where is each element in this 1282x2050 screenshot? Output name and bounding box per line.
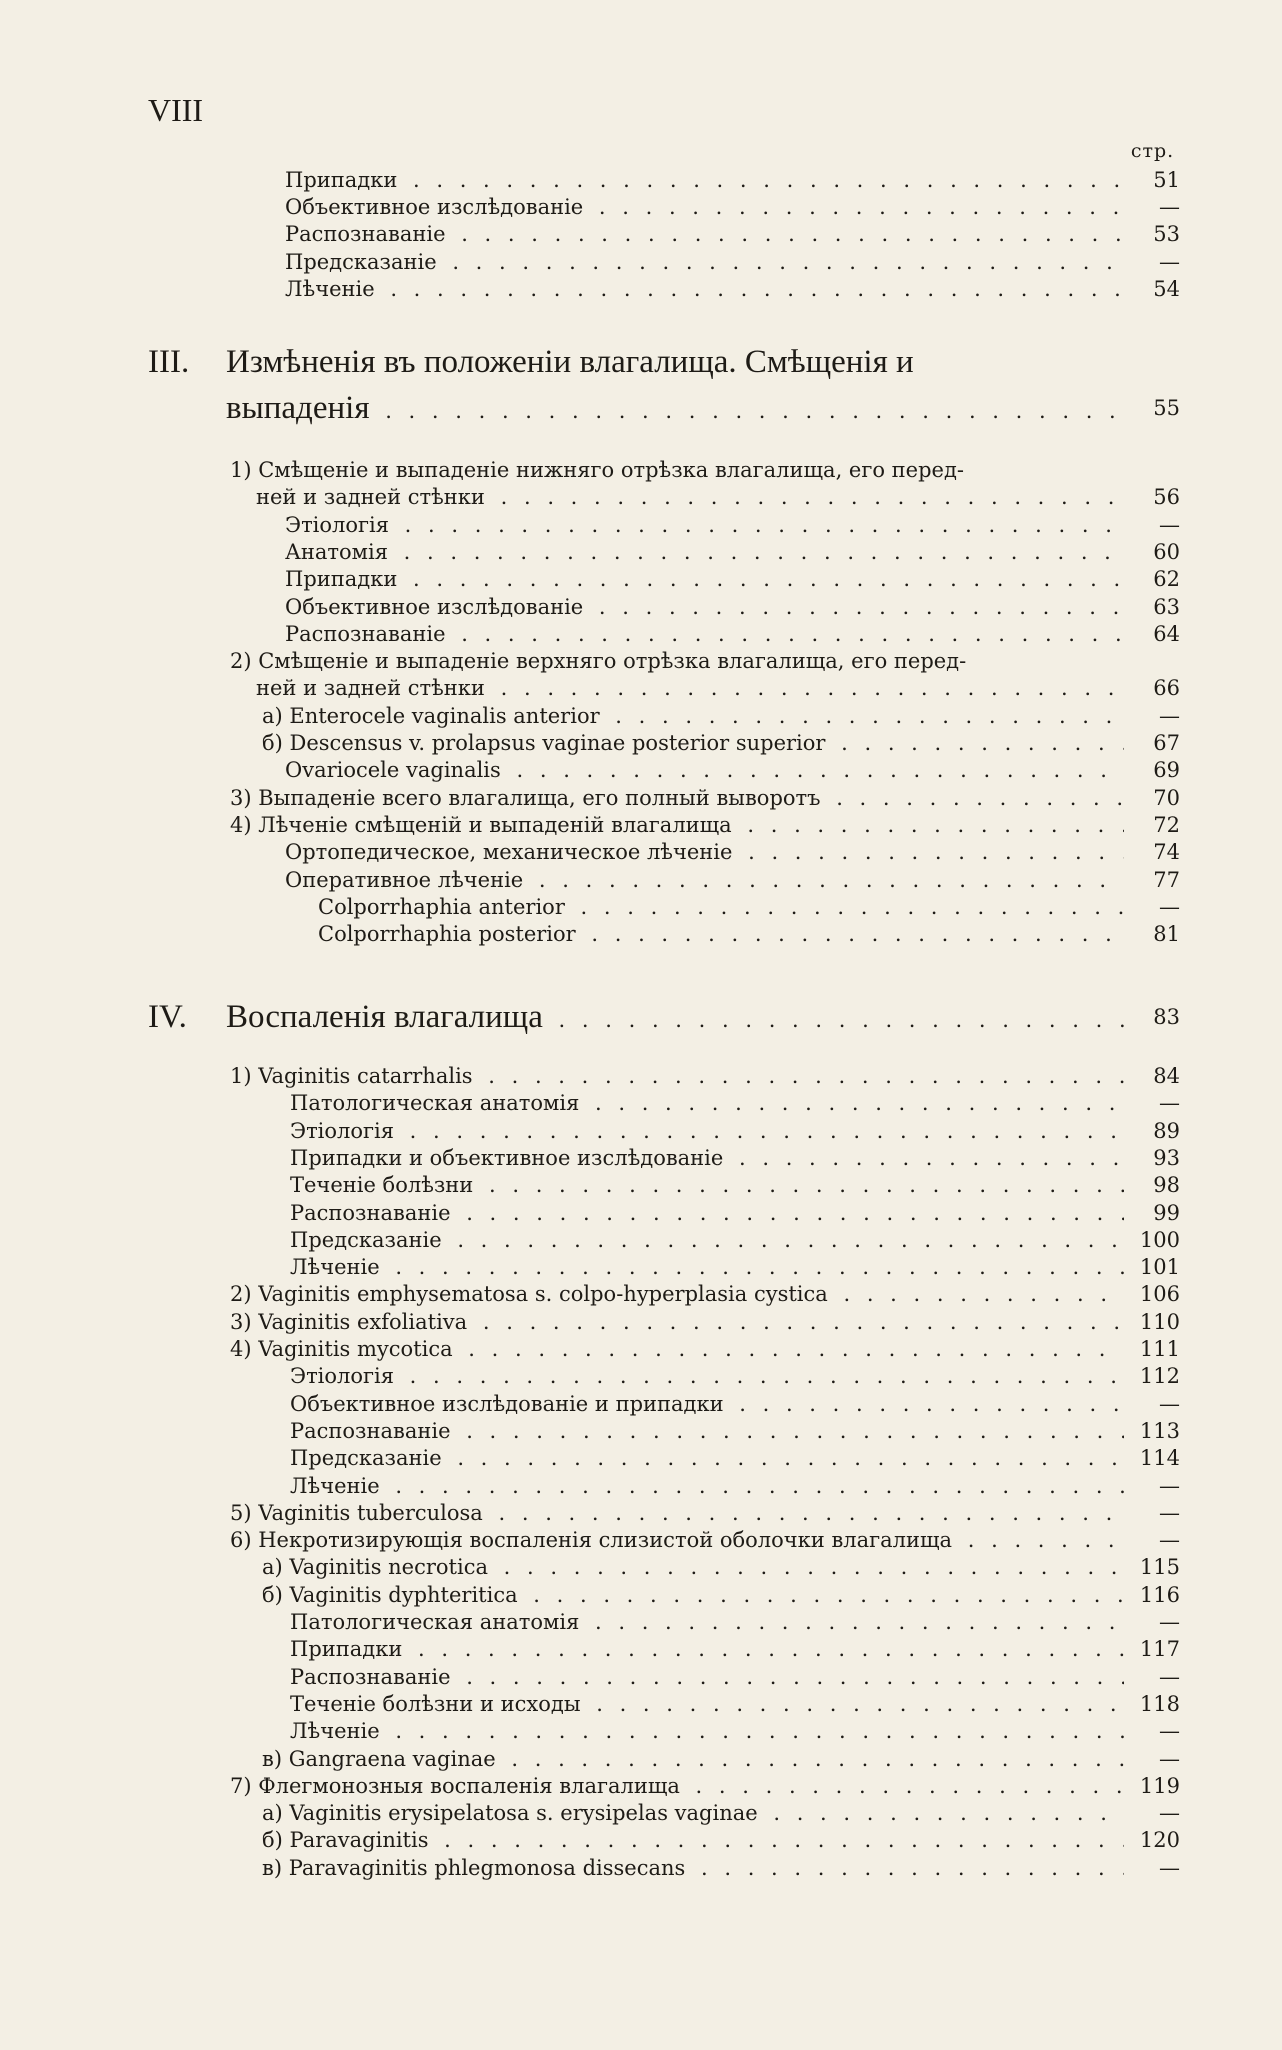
- toc-entry-label: 4) Vaginitis mycotica: [230, 1337, 457, 1361]
- toc-entry: [318, 893, 1180, 921]
- toc-entry-page: 114: [1124, 1444, 1180, 1472]
- toc-entry-label: б) Descensus v. prolapsus vaginae posterior superior: [262, 731, 829, 755]
- toc-entry-page: 56: [1124, 483, 1180, 511]
- toc-entry-page: —: [1124, 1499, 1180, 1527]
- toc-entry-label: Анатомія: [285, 540, 392, 564]
- toc-entry-label: Припадки: [285, 168, 401, 192]
- toc-entry-page: 70: [1124, 784, 1180, 812]
- toc-entry: [290, 1199, 1180, 1227]
- toc-entry: [262, 1854, 1180, 1882]
- toc-entry-label: Теченіе болѣзни и исходы: [290, 1692, 585, 1716]
- toc-entry: [290, 1608, 1180, 1636]
- toc-entry-page: 118: [1124, 1690, 1180, 1718]
- column-header: стр.: [1130, 140, 1175, 162]
- toc-entry-label: Предсказаніе: [290, 1228, 446, 1252]
- toc-entry: [230, 456, 1180, 484]
- toc-entry: [262, 1826, 1180, 1854]
- toc-entry-page: —: [1124, 1390, 1180, 1418]
- toc-entry-page: 112: [1124, 1362, 1180, 1390]
- toc-entry: [262, 702, 1180, 730]
- chapter-3-title: [148, 342, 914, 382]
- toc-entry-label: 1) Vaginitis catarrhalis: [230, 1064, 477, 1088]
- toc-entry-label: Оперативное лѣченіе: [285, 868, 527, 892]
- toc-entry-label: а) Enterocele vaginalis anterior: [262, 704, 604, 728]
- toc-entry-page: 120: [1124, 1826, 1180, 1854]
- toc-entry-label: 7) Флегмонозныя воспаленія влагалища: [230, 1774, 684, 1798]
- toc-entry: [262, 729, 1180, 757]
- toc-entry-label: а) Vaginitis necrotica: [262, 1555, 492, 1579]
- toc-entry: [230, 1308, 1180, 1336]
- toc-entry-page: 72: [1124, 811, 1180, 839]
- toc-entry-label: Распознаваніе: [290, 1201, 455, 1225]
- toc-entry: [256, 674, 1180, 702]
- toc-entry-page: —: [1124, 1663, 1180, 1691]
- toc-entry: [285, 511, 1180, 539]
- toc-entry: [290, 1117, 1180, 1145]
- toc-entry-page: 60: [1124, 538, 1180, 566]
- toc-entry-label: в) Gangraena vaginae: [262, 1747, 500, 1771]
- toc-entry: [290, 1690, 1180, 1718]
- toc-entry-label: Припадки: [285, 567, 401, 591]
- chapter-3-title-line1: Измѣненія въ положеніи влагалища. Смѣщенія и: [226, 344, 914, 380]
- toc-entry: [285, 593, 1180, 621]
- toc-entry-label: Теченіе болѣзни: [290, 1173, 477, 1197]
- toc-entry-page: 53: [1124, 220, 1180, 248]
- toc-entry-page: 100: [1124, 1226, 1180, 1254]
- toc-entry-label: Припадки: [290, 1637, 406, 1661]
- toc-entry-page: 74: [1124, 838, 1180, 866]
- toc-entry-label: Ортопедическое, механическое лѣченіе: [285, 840, 736, 864]
- toc-entry-label: 5) Vaginitis tuberculosa: [230, 1501, 487, 1525]
- toc-entry: [290, 1253, 1180, 1281]
- toc-entry-page: —: [1124, 1854, 1180, 1882]
- toc-entry-label: Предсказаніе: [285, 250, 441, 274]
- toc-entry: [285, 220, 1180, 248]
- toc-entry-page: 81: [1124, 920, 1180, 948]
- toc-entry-label: Лѣченіе: [290, 1719, 384, 1743]
- chapter-3-page: 55: [1124, 388, 1180, 428]
- toc-entry: [285, 248, 1180, 276]
- toc-entry-page: 93: [1124, 1144, 1180, 1172]
- toc-entry-label: Colporrhaphia posterior: [318, 922, 580, 946]
- toc-entry-label: а) Vaginitis erysipelatosa s. erysipelas vaginae: [262, 1801, 762, 1825]
- toc-entry-page: 113: [1124, 1417, 1180, 1445]
- toc-entry-page: 51: [1124, 166, 1180, 194]
- toc-entry-label: Ovariocele vaginalis: [285, 758, 505, 782]
- toc-entry-page: —: [1124, 193, 1180, 221]
- toc-entry: [285, 620, 1180, 648]
- toc-entry-page: 117: [1124, 1635, 1180, 1663]
- toc-entry: [290, 1171, 1180, 1199]
- toc-entry-page: 116: [1124, 1581, 1180, 1609]
- toc-entry-page: 64: [1124, 620, 1180, 648]
- toc-entry-label: Распознаваніе: [290, 1419, 455, 1443]
- toc-entry: [285, 838, 1180, 866]
- toc-entry: [230, 811, 1180, 839]
- toc-entry-page: —: [1124, 1745, 1180, 1773]
- toc-entry-label: 4) Лѣченіе смѣщеній и выпаденій влагалища: [230, 813, 736, 837]
- toc-entry-page: 84: [1124, 1062, 1180, 1090]
- toc-entry-page: 106: [1124, 1280, 1180, 1308]
- toc-entry-label: Патологическая анатомія: [290, 1610, 583, 1634]
- chapter-4-page: 83: [1124, 997, 1180, 1037]
- toc-entry-label: Этіологія: [290, 1119, 398, 1143]
- toc-entry-label: Патологическая анатомія: [290, 1091, 583, 1115]
- toc-entry-page: —: [1124, 1089, 1180, 1117]
- toc-entry: [285, 866, 1180, 894]
- toc-entry: [262, 1799, 1180, 1827]
- toc-entry: [230, 1772, 1180, 1800]
- toc-entry: [290, 1226, 1180, 1254]
- toc-entry-label: ней и задней стѣнки: [256, 676, 489, 700]
- chapter-3-title-text: выпаденія: [226, 390, 374, 426]
- toc-entry-label: ней и задней стѣнки: [256, 485, 489, 509]
- chapter-4-title: [148, 997, 1180, 1037]
- toc-entry-label: Этіологія: [285, 513, 393, 537]
- toc-entry-page: —: [1124, 1717, 1180, 1745]
- toc-entry: [290, 1717, 1180, 1745]
- toc-entry-page: 111: [1124, 1335, 1180, 1363]
- toc-entry: [285, 193, 1180, 221]
- toc-entry: [230, 1526, 1180, 1554]
- toc-entry-label: 3) Vaginitis exfoliativa: [230, 1310, 471, 1334]
- chapter-4-title-text: Воспаленія влагалища: [226, 999, 543, 1035]
- toc-entry: [285, 275, 1180, 303]
- toc-entry: [230, 1499, 1180, 1527]
- toc-entry: [285, 565, 1180, 593]
- toc-entry-label: Распознаваніе: [285, 222, 450, 246]
- toc-entry: [290, 1089, 1180, 1117]
- toc-entry-label: Предсказаніе: [290, 1446, 446, 1470]
- toc-entry: [262, 1745, 1180, 1773]
- toc-entry-label: 2) Vaginitis emphysematosa s. colpo-hyperplasia cystica: [230, 1282, 832, 1306]
- toc-entry: [290, 1144, 1180, 1172]
- toc-entry-page: 77: [1124, 866, 1180, 894]
- toc-entry-page: —: [1124, 511, 1180, 539]
- toc-entry-page: 101: [1124, 1253, 1180, 1281]
- toc-entry-label: 3) Выпаденіе всего влагалища, его полный выворотъ: [230, 786, 825, 810]
- toc-entry: [285, 538, 1180, 566]
- toc-entry: [230, 1335, 1180, 1363]
- toc-entry: [230, 1062, 1180, 1090]
- toc-entry-label: Лѣченіе: [290, 1474, 384, 1498]
- toc-entry-page: 67: [1124, 729, 1180, 757]
- toc-entry-page: —: [1124, 893, 1180, 921]
- toc-entry-label: б) Vaginitis dyphteritica: [262, 1583, 522, 1607]
- toc-entry: [290, 1635, 1180, 1663]
- toc-entry-label: в) Paravaginitis phlegmonosa dissecans: [262, 1856, 689, 1880]
- toc-entry-label: Лѣченіе: [285, 277, 379, 301]
- toc-entry-label: Распознаваніе: [290, 1665, 455, 1689]
- toc-entry-page: —: [1124, 1526, 1180, 1554]
- toc-entry-page: 63: [1124, 593, 1180, 621]
- toc-entry-page: 66: [1124, 674, 1180, 702]
- toc-entry-label: Объективное изслѣдованіе: [285, 595, 587, 619]
- toc-entry-page: 54: [1124, 275, 1180, 303]
- toc-entry-page: —: [1124, 1472, 1180, 1500]
- toc-entry-page: 98: [1124, 1171, 1180, 1199]
- toc-entry: [290, 1417, 1180, 1445]
- toc-entry: [285, 166, 1180, 194]
- toc-entry-page: —: [1124, 248, 1180, 276]
- toc-entry-label: б) Paravaginitis: [262, 1828, 433, 1852]
- toc-entry-page: 69: [1124, 756, 1180, 784]
- chapter-4-numeral: IV.: [148, 999, 187, 1035]
- toc-entry-label: Припадки и объективное изслѣдованіе: [290, 1146, 727, 1170]
- toc-entry: [290, 1472, 1180, 1500]
- toc-entry: [262, 1553, 1180, 1581]
- toc-entry: [290, 1390, 1180, 1418]
- toc-entry: [230, 784, 1180, 812]
- chapter-3-numeral: III.: [148, 344, 190, 380]
- toc-entry-page: 62: [1124, 565, 1180, 593]
- toc-entry: [285, 756, 1180, 784]
- toc-entry: [290, 1663, 1180, 1691]
- toc-entry-label: Colporrhaphia anterior: [318, 895, 569, 919]
- toc-entry: [262, 1581, 1180, 1609]
- toc-entry-label: Объективное изслѣдованіе и припадки: [290, 1392, 728, 1416]
- toc-entry-label: Этіологія: [290, 1364, 398, 1388]
- toc-entry: [230, 1280, 1180, 1308]
- toc-entry: [290, 1444, 1180, 1472]
- toc-entry-label: Распознаваніе: [285, 622, 450, 646]
- toc-entry: [230, 647, 1180, 675]
- toc-entry-page: 99: [1124, 1199, 1180, 1227]
- toc-entry: [290, 1362, 1180, 1390]
- toc-entry-page: 89: [1124, 1117, 1180, 1145]
- toc-entry: [318, 920, 1180, 948]
- toc-entry-label: Объективное изслѣдованіе: [285, 195, 587, 219]
- toc-entry-page: 119: [1124, 1772, 1180, 1800]
- toc-entry-page: —: [1124, 702, 1180, 730]
- toc-entry-label: Лѣченіе: [290, 1255, 384, 1279]
- toc-entry: [256, 483, 1180, 511]
- chapter-3-title-line2: [226, 388, 1180, 428]
- toc-entry-page: 115: [1124, 1553, 1180, 1581]
- toc-entry-page: —: [1124, 1799, 1180, 1827]
- toc-entry-label: 6) Некротизирующія воспаленія слизистой оболочки влагалища: [230, 1528, 956, 1552]
- toc-entry-page: —: [1124, 1608, 1180, 1636]
- toc-entry-page: 110: [1124, 1308, 1180, 1336]
- toc-entry-label: 1) Смѣщеніе и выпаденіе нижняго отрѣзка влагалища, его перед-: [230, 458, 968, 482]
- toc-entry-label: 2) Смѣщеніе и выпаденіе верхняго отрѣзка влагалища, его перед-: [230, 649, 970, 673]
- page-number: VIII: [148, 92, 204, 128]
